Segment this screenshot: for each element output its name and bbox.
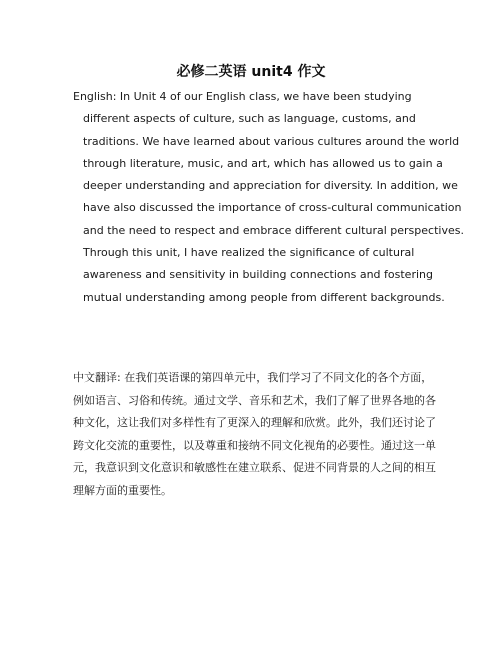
document-title: 必修二英语 unit4 作文 <box>176 64 326 80</box>
english-line: deeper understanding and appreciation for diversity. In addition, we <box>83 179 458 193</box>
english-paragraph <box>73 86 464 309</box>
chinese-line: 种文化，这让我们对多样性有了更深入的理解和欣赏。此外，我们还讨论了 <box>73 416 436 429</box>
chinese-line: 中文翻译: 在我们英语课的第四单元中，我们学习了不同文化的各个方面， <box>73 371 433 384</box>
english-line: have also discussed the importance of cross-cultural communication <box>83 201 462 215</box>
chinese-paragraph <box>73 367 436 502</box>
english-line: mutual understanding among people from different backgrounds. <box>83 290 445 304</box>
english-line: traditions. We have learned about various cultures around the world <box>83 134 460 148</box>
english-line: through literature, music, and art, which has allowed us to gain a <box>83 156 443 170</box>
chinese-line: 跨文化交流的重要性，以及尊重和接纳不同文化视角的必要性。通过这一单 <box>73 438 436 452</box>
chinese-line: 元，我意识到文化意识和敏感性在建立联系、促进不同背景的人之间的相互 <box>73 461 436 474</box>
english-line: and the need to respect and embrace different cultural perspectives. <box>83 223 464 237</box>
english-line: Through this unit, I have realized the significance of cultural <box>83 246 415 260</box>
english-line: different aspects of culture, such as language, customs, and <box>83 112 416 126</box>
chinese-line: 理解方面的重要性。 <box>73 483 172 497</box>
chinese-line: 例如语言、习俗和传统。通过文学、音乐和艺术，我们了解了世界各地的各 <box>73 393 436 407</box>
english-line: awareness and sensitivity in building connections and fostering <box>83 268 433 282</box>
english-line: English: In Unit 4 of our English class, we have been studying <box>73 90 412 103</box>
